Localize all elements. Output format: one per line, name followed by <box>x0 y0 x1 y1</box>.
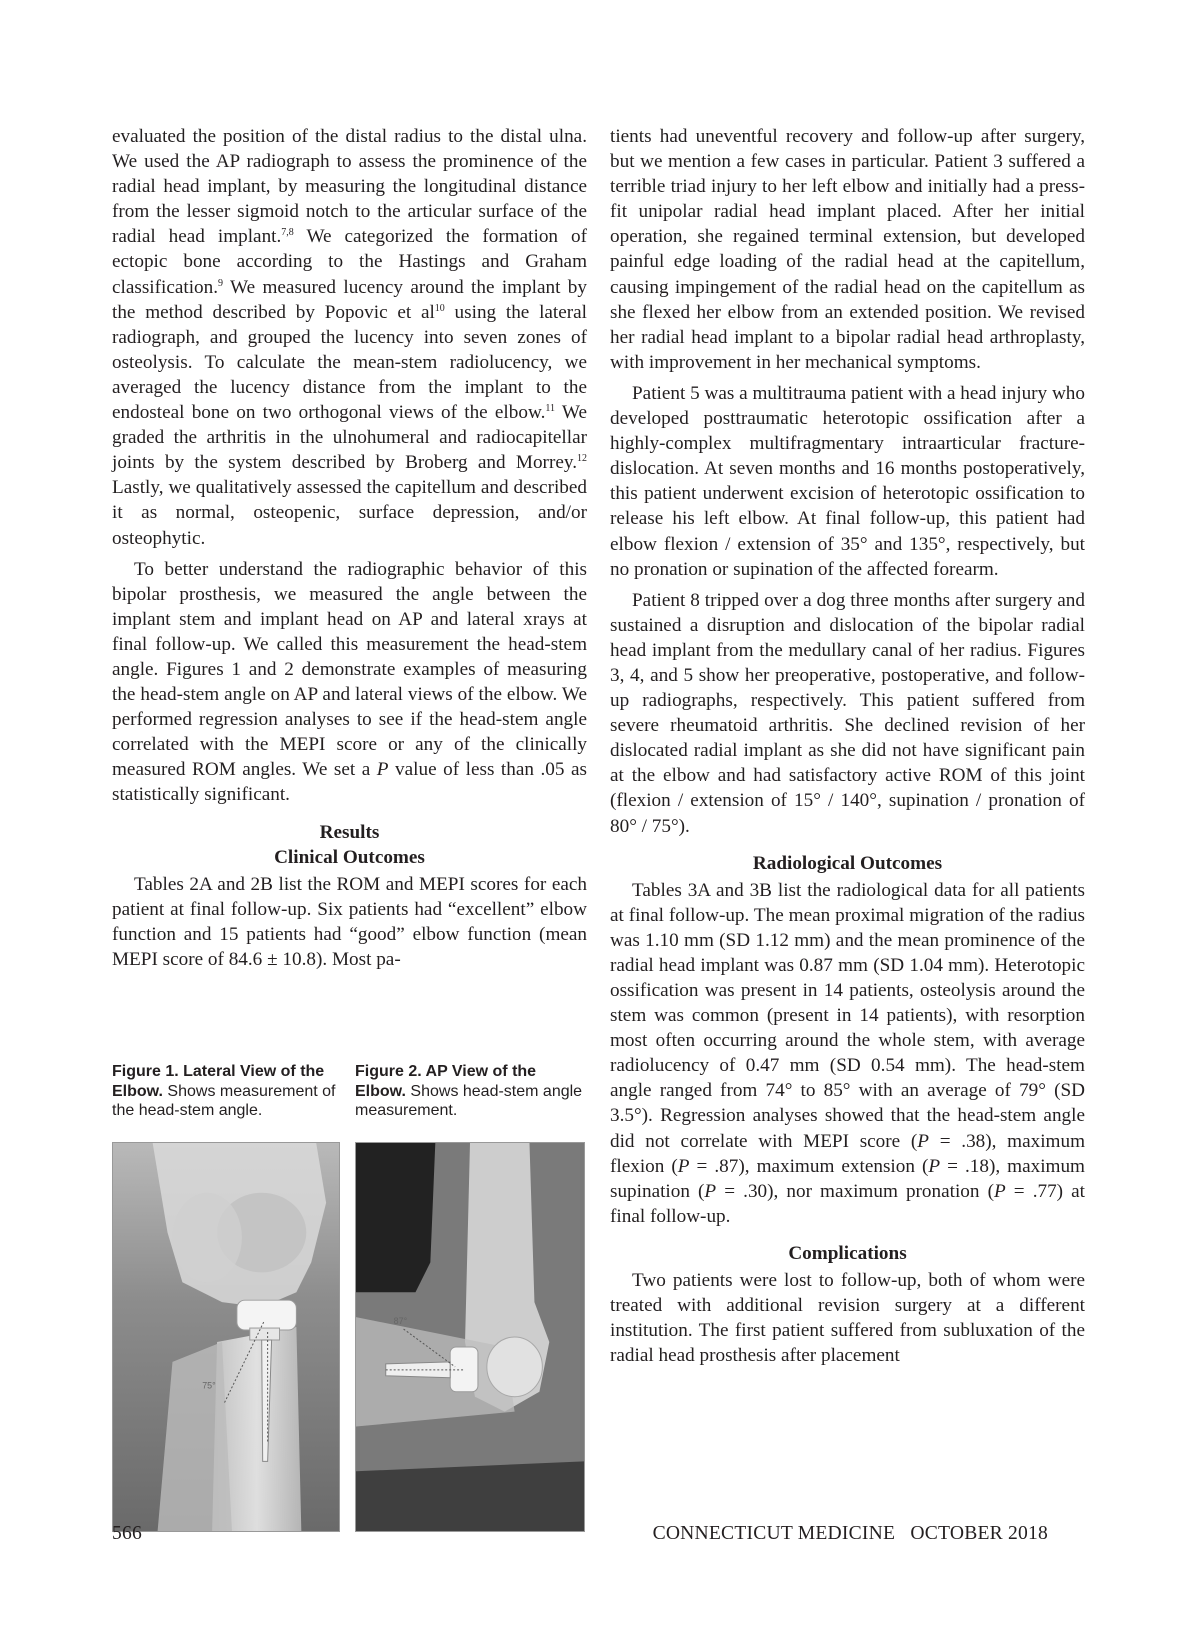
left-column <box>112 124 587 972</box>
figure-1 <box>112 1062 340 1532</box>
subsection-heading-complications: Complications <box>788 1242 907 1264</box>
body-paragraph: Two patients were lost to follow-up, both of whom were treated with additional revision surgery at a different institution. The first patient suffered from subluxation of the radial head prosthesis after placement <box>610 1269 1085 1367</box>
ap-elbow-radiograph <box>355 1142 585 1532</box>
section-heading-results: Results <box>319 821 380 843</box>
body-paragraph: To better understand the radiographic behavior of this bipolar prosthesis, we measured the angle between the implant stem and implant head on AP and lateral xrays at final follow-up. We called this measurement the head-stem angle. Figures 1 and 2 demonstrate examples of measuring the head-stem angle on AP and lateral views of the elbow. We performed regression analyses to see if the head-stem angle correlated with the MEPI score or any of the clinically measured ROM angles. We set a P value of less than .05 as statistically significant. <box>112 558 587 806</box>
angle-label: 75° <box>202 1380 216 1391</box>
body-paragraph: Patient 5 was a multitrauma patient with a head injury who developed posttraumatic heterotopic ossification after a highly-complex multifragmentary intraarticular fracture-dislocation. At seven months and 16 months postoperatively, this patient underwent excision of heterotopic ossification to release his left elbow. At final follow-up, this patient had elbow flexion / extension of 35° and 135°, respectively, but no pronation or supination of the affected forearm. <box>610 382 1085 580</box>
subsection-heading-radiological-outcomes: Radiological Outcomes <box>752 852 943 874</box>
figure-description: Shows head-stem angle measurement. <box>355 1082 583 1119</box>
figure-caption <box>112 1062 340 1128</box>
body-paragraph: Tables 3A and 3B list the radiological data for all patients at final follow-up. The mean proximal migration of the radius was 1.10 mm (SD 1.12 mm) and the mean prominence of the radial head implant was 0.87 mm (SD 1.04 mm). Heterotopic ossification was present in 14 patients, osteolysis around the stem was common (present in 14 patients), with resorption most often occurring around the whole stem, with average radiolucency of 0.47 mm (SD 0.54 mm). The head-stem angle ranged from 74° to 85° with an average of 79° (SD 3.5°). Regression analyses showed that the head-stem angle did not correlate with MEPI score (P = .38), maximum flexion (P = .87), maximum extension (P = .18), maximum supination (P = .30), nor maximum pronation (P = .77) at final follow-up. <box>610 879 1085 1227</box>
body-paragraph: evaluated the position of the distal radius to the distal ulna. We used the AP radiograph to assess the prominence of the radial head implant, by measuring the longitudinal distance from the lesser sigmoid notch to the articular surface of the radial head implant.$^{7,8}$ We categorized the formation of ectopic bone according to the Hastings and Graham classification.$^9$ We measured lucency around the implant by the method described by Popovic et $al^{10}$ using the lateral radiograph, and grouped the lucency into seven zones of osteolysis. To calculate the mean-stem radiolucency, we averaged the lucency distance from the implant to the endosteal bone on two orthogonal views of the elbow.$^{11}$ We graded the arthritis in the ulnohumeral and radiocapitellar joints by the system described by Broberg and Morrey.$^{12}$ Lastly, we qualitatively assessed the capitellum and described it as normal, osteopenic, surface depression, and/or osteophytic. <box>112 126 587 549</box>
figure-caption <box>355 1062 585 1128</box>
angle-label: 87° <box>393 1316 408 1327</box>
subsection-heading-clinical-outcomes: Clinical Outcomes <box>274 846 425 868</box>
lateral-elbow-radiograph <box>112 1142 340 1532</box>
body-paragraph: tients had uneventful recovery and follow-up after surgery, but we mention a few cases in particular. Patient 3 suffered a terrible triad injury to her left elbow and initially had a press-fit unipolar radial head implant placed. After her initial operation, she regained terminal extension, but developed painful edge loading of the radial head at the capitellum, causing impingement of the radial head on the capitellum as she flexed her elbow from an extended position. We revised her radial head implant to a bipolar radial head arthroplasty, with improvement in her mechanical symptoms. <box>610 126 1085 373</box>
figure-title: Figure 2. AP View of the Elbow. <box>355 1063 537 1100</box>
figure-2 <box>355 1062 585 1532</box>
journal-footer: CONNECTICUT MEDICINE OCTOBER 2018 <box>652 1523 1048 1544</box>
body-paragraph: Patient 8 tripped over a dog three months after surgery and sustained a disruption and dislocation of the bipolar radial head implant from the medullary canal of her radius. Figures 3, 4, and 5 show her preoperative, postoperative, and follow-up radiographs, respectively. This patient suffered from severe rheumatoid arthritis. She declined revision of her dislocated radial implant as she did not have significant pain at the elbow and had satisfactory active ROM of this joint (flexion / extension of 15° / 140°, supination / pronation of 80° / 75°). <box>610 589 1085 837</box>
right-column <box>610 124 1085 1368</box>
figure-title: Figure 1. Lateral View of the Elbow. <box>112 1063 325 1100</box>
figure-description: Shows measurement of the head-stem angle. <box>112 1082 336 1119</box>
body-paragraph: Tables 2A and 2B list the ROM and MEPI scores for each patient at final follow-up. Six patients had “excellent” elbow function and 15 patients had “good” elbow function (mean MEPI score of 84.6 ± 10.8). Most pa- <box>112 873 587 970</box>
page-number: 566 <box>112 1523 142 1544</box>
